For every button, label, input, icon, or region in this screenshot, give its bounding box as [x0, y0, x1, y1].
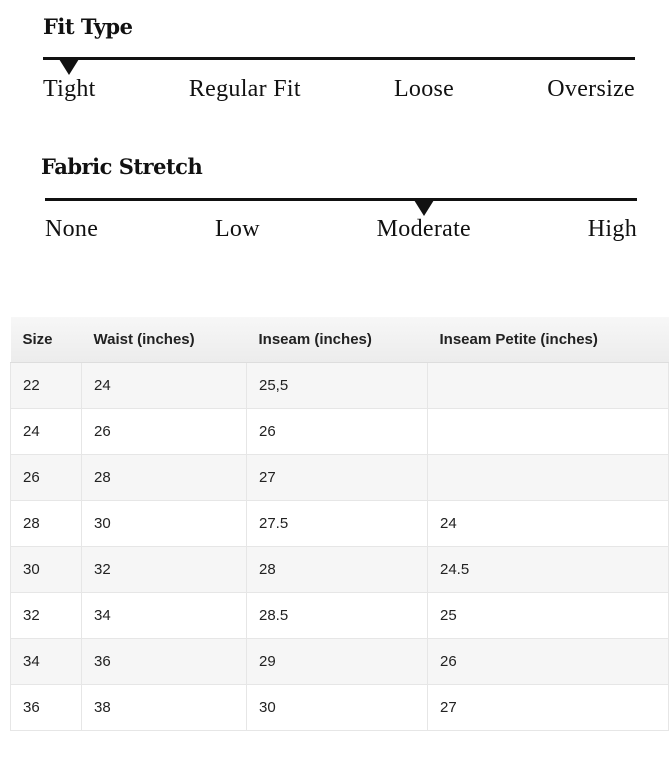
fabric-stretch-labels	[45, 216, 637, 243]
fit-type-labels	[43, 76, 635, 103]
table-cell: 28.5	[247, 593, 428, 639]
fit-type-option: Regular Fit	[188, 76, 301, 102]
table-cell: 22	[11, 363, 82, 409]
fit-type-option: Loose	[393, 76, 455, 102]
table-cell: 27	[247, 455, 428, 501]
fabric-stretch-track	[45, 198, 637, 201]
table-cell: 34	[82, 593, 247, 639]
column-header: Size	[11, 317, 82, 363]
table-cell: 29	[247, 639, 428, 685]
table-cell: 26	[82, 409, 247, 455]
table-cell	[428, 409, 669, 455]
table-row	[11, 409, 669, 455]
fabric-stretch-option: None	[45, 216, 99, 242]
table-cell: 34	[11, 639, 82, 685]
fit-type-title: Fit Type	[43, 14, 133, 39]
size-chart-table	[10, 317, 669, 731]
fit-type-option: Tight	[43, 76, 96, 102]
fabric-stretch-title: Fabric Stretch	[41, 154, 203, 179]
table-cell: 28	[247, 547, 428, 593]
table-row	[11, 547, 669, 593]
table-cell	[428, 363, 669, 409]
fit-type-marker-icon	[59, 59, 79, 75]
fabric-stretch-scale	[41, 154, 637, 254]
table-row	[11, 685, 669, 731]
column-header: Inseam (inches)	[247, 317, 428, 363]
fabric-stretch-option: Moderate	[376, 216, 472, 242]
table-cell: 24	[82, 363, 247, 409]
table-cell: 26	[247, 409, 428, 455]
table-cell: 28	[82, 455, 247, 501]
table-cell: 38	[82, 685, 247, 731]
table-cell: 30	[82, 501, 247, 547]
table-cell: 32	[82, 547, 247, 593]
table-cell: 26	[11, 455, 82, 501]
table-cell: 27.5	[247, 501, 428, 547]
fabric-stretch-option: Low	[214, 216, 260, 242]
column-header: Inseam Petite (inches)	[428, 317, 669, 363]
fit-type-option: Oversize	[547, 76, 635, 102]
table-cell: 25	[428, 593, 669, 639]
table-row	[11, 363, 669, 409]
table-cell	[428, 455, 669, 501]
table-cell: 24.5	[428, 547, 669, 593]
fit-type-track	[43, 57, 635, 60]
fit-type-scale	[43, 14, 635, 114]
table-cell: 30	[11, 547, 82, 593]
table-cell: 30	[247, 685, 428, 731]
fabric-stretch-option: High	[587, 216, 637, 242]
table-row	[11, 455, 669, 501]
fabric-stretch-marker-icon	[414, 200, 434, 216]
table-cell: 28	[11, 501, 82, 547]
table-cell: 32	[11, 593, 82, 639]
table-row	[11, 639, 669, 685]
table-row	[11, 593, 669, 639]
column-header: Waist (inches)	[82, 317, 247, 363]
table-cell: 27	[428, 685, 669, 731]
table-cell: 24	[11, 409, 82, 455]
table-header-row	[11, 317, 669, 363]
table-cell: 26	[428, 639, 669, 685]
table-row	[11, 501, 669, 547]
table-cell: 25,5	[247, 363, 428, 409]
table-cell: 36	[11, 685, 82, 731]
table-cell: 24	[428, 501, 669, 547]
table-cell: 36	[82, 639, 247, 685]
